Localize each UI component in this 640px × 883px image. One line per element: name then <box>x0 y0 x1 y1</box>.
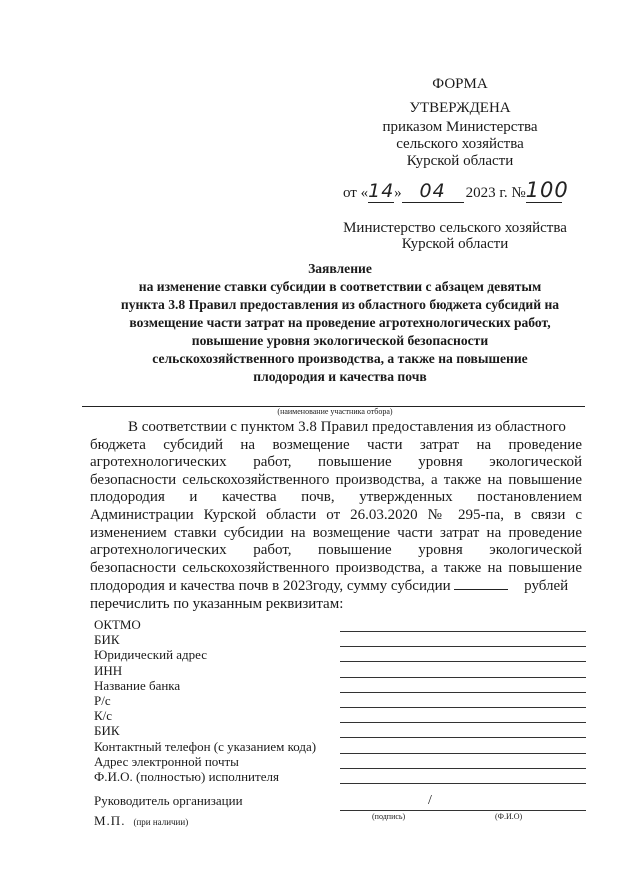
from-mid: » <box>394 185 402 201</box>
order-line-1: приказом Министерства <box>382 119 538 135</box>
requisite-value-line[interactable] <box>340 631 586 632</box>
addressee-line-2: Курской области <box>401 236 509 252</box>
title-line-4: возмещение части затрат на проведение агротехнологических работ, <box>129 315 551 330</box>
requisite-value-line[interactable] <box>340 677 586 678</box>
requisite-label: ИНН <box>94 662 123 678</box>
title-line-5: повышение уровня экологической безопасности <box>191 333 489 348</box>
requisite-value-line[interactable] <box>340 753 586 754</box>
order-month: 04 <box>402 180 464 203</box>
order-line-3: Курской области <box>406 153 514 169</box>
body-line-2: бюджета субсидий на возмещение части затрат на проведение <box>90 436 582 453</box>
requisite-label: Юридический адрес <box>94 647 208 663</box>
body-line-1: В соответствии с пунктом 3.8 Правил предоставления из областного <box>128 419 566 435</box>
body-line-3: агротехнологических работ, повышение уровня экологической <box>90 454 582 471</box>
title-line-3: пункта 3.8 Правил предоставления из областного бюджета субсидий на <box>120 297 560 312</box>
requisite-value-line[interactable] <box>340 707 586 708</box>
requisite-value-line[interactable] <box>340 722 586 723</box>
requisite-value-line[interactable] <box>340 661 586 662</box>
body-line-11: перечислить по указанным реквизитам: <box>90 595 344 612</box>
requisite-value-line[interactable] <box>340 768 586 769</box>
requisite-label: Адрес электронной почты <box>94 753 239 769</box>
mp-note: (при наличии) <box>133 817 189 827</box>
title-line-7: плодородия и качества почв <box>253 369 427 384</box>
title-line-6: сельскохозяйственного производства, а также на повышение <box>152 351 528 366</box>
body-line-10-a: плодородия и качества почв в 2023году, сумму субсидии <box>90 578 451 595</box>
requisite-label: Контактный телефон (с указанием кода) <box>94 738 317 754</box>
year-suffix: 2023 г. № <box>465 185 526 201</box>
head-label: Руководитель организации <box>94 793 243 808</box>
requisite-label: БИК <box>94 723 120 739</box>
requisite-value-line[interactable] <box>340 783 586 784</box>
requisite-label: Ф.И.О. (полностью) исполнителя <box>94 769 279 784</box>
signature-slash: / <box>428 793 432 808</box>
title-line-1: Заявление <box>308 261 372 276</box>
requisite-label: БИК <box>94 632 120 648</box>
body-line-7: изменением ставки субсидии на возмещение части затрат на проведение <box>90 524 582 541</box>
sign-caption: (подпись) <box>372 812 406 821</box>
from-prefix: от « <box>343 185 369 201</box>
order-number: 100 <box>525 178 569 202</box>
title-line-2: на изменение ставки субсидии в соответствии с абзацем девятым <box>138 279 542 294</box>
addressee-line-1: Министерство сельского хозяйства <box>343 220 567 236</box>
requisite-value-line[interactable] <box>340 737 586 738</box>
signature-line <box>340 810 586 811</box>
body-line-6: Администрации Курской области от 26.03.2020 № 295-па, в связи с <box>90 506 582 523</box>
requisite-label: Р/с <box>94 693 111 708</box>
body-line-9: безопасности сельскохозяйственного производства, а также на повышение <box>90 559 582 576</box>
order-line-2: сельского хозяйства <box>396 136 524 152</box>
fio-caption: (Ф.И.О) <box>495 812 523 821</box>
body-line-8: агротехнологических работ, повышение уровня экологической <box>90 542 582 559</box>
requisite-label: Название банка <box>94 677 181 693</box>
requisite-value-line[interactable] <box>340 692 586 693</box>
body-line-5: плодородия и качества почв, утвержденных постановлением <box>90 489 582 506</box>
body-line-4: безопасности сельскохозяйственного производства, а также на повышение <box>90 471 582 488</box>
stamp-label <box>94 812 188 830</box>
mp-label: М.П. <box>94 813 126 828</box>
requisite-label: ОКТМО <box>94 617 141 632</box>
body-line-10-b: рублей <box>524 578 569 595</box>
approved-label: УТВЕРЖДЕНА <box>409 100 511 116</box>
requisite-value-line[interactable] <box>340 646 586 647</box>
form-label: ФОРМА <box>432 76 488 92</box>
participant-caption: (наименование участника отбора) <box>277 407 393 416</box>
requisite-label: К/с <box>94 708 113 724</box>
order-day: 14 <box>368 180 395 202</box>
